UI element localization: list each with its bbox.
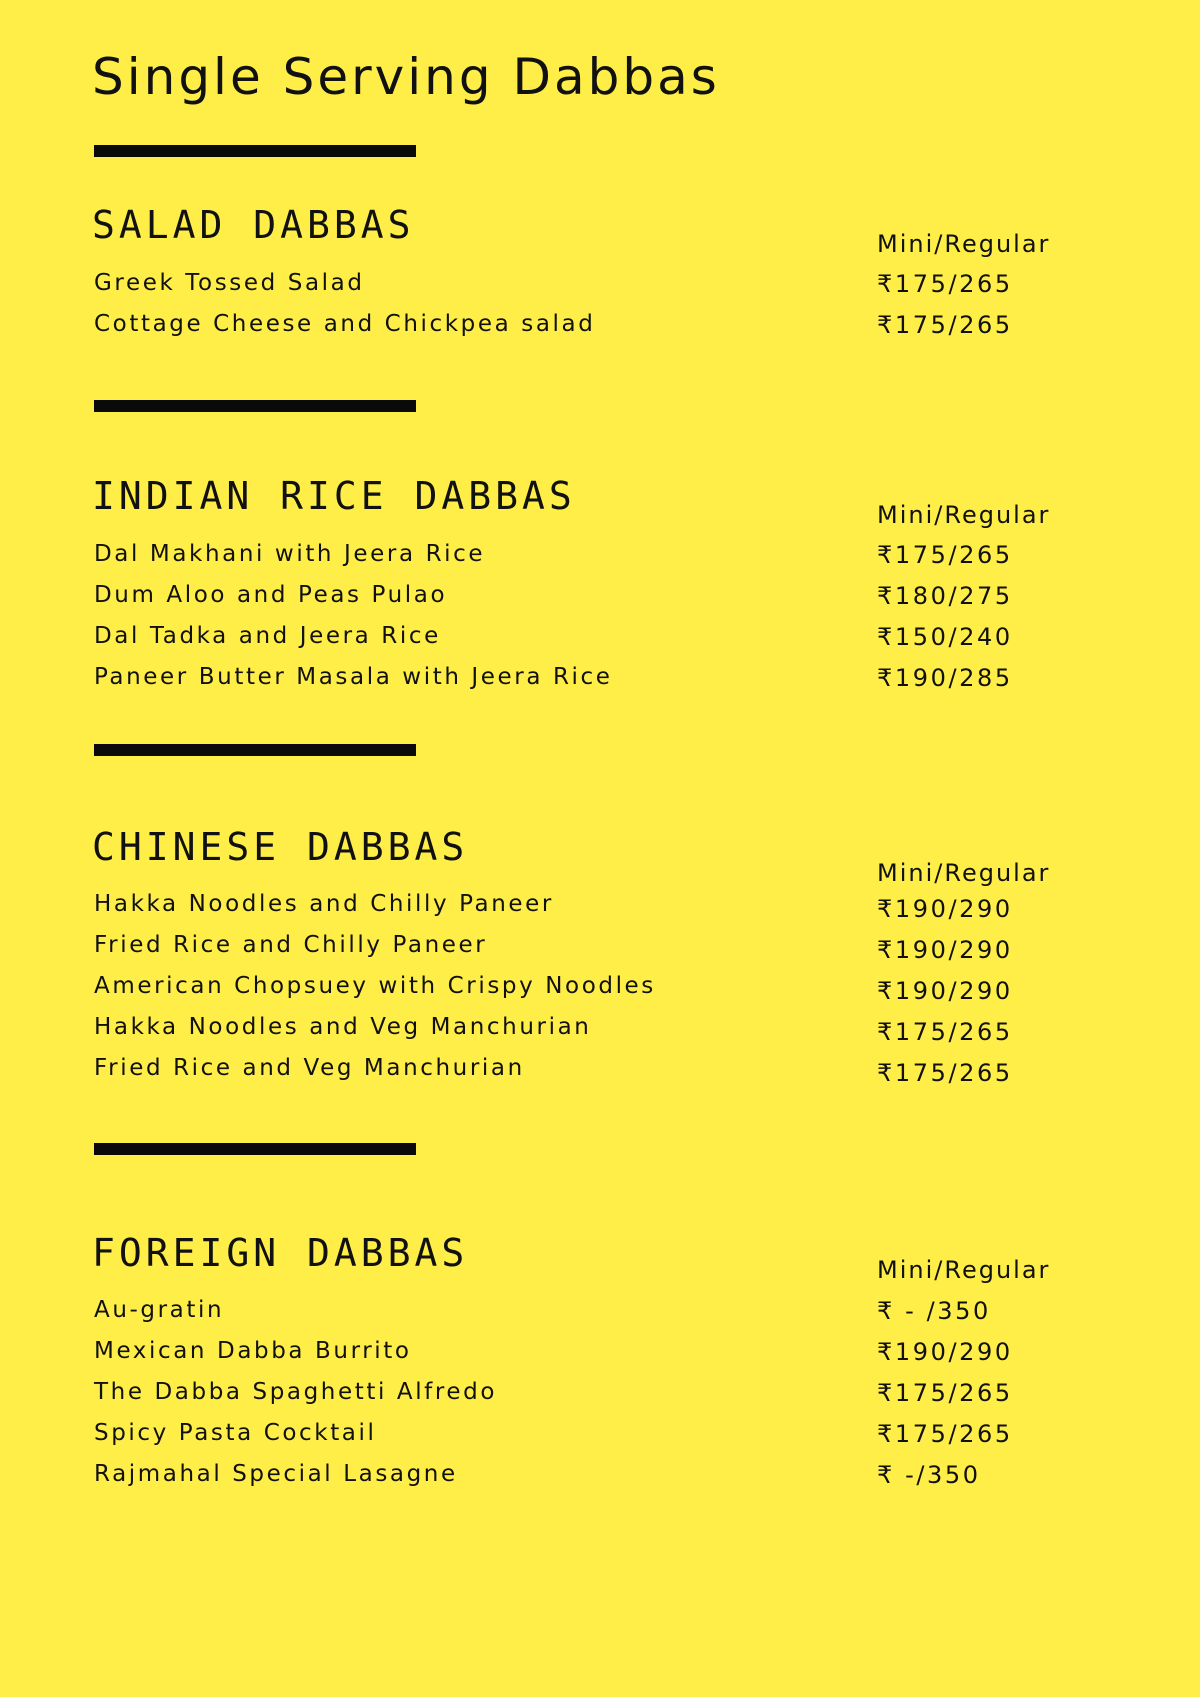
item-name: Dal Tadka and Jeera Rice [94, 623, 441, 649]
item-name: American Chopsuey with Crispy Noodles [94, 973, 656, 999]
menu-item [0, 313, 1200, 354]
item-name: Fried Rice and Chilly Paneer [94, 932, 488, 958]
menu-item [0, 893, 1200, 934]
menu-item [0, 666, 1200, 707]
menu-item [0, 1016, 1200, 1057]
menu-item [0, 975, 1200, 1016]
item-name: Paneer Butter Masala with Jeera Rice [94, 664, 613, 690]
item-price: ₹150/240 [877, 623, 1013, 651]
item-price: ₹190/290 [877, 1338, 1013, 1366]
item-price: ₹ - /350 [877, 1297, 991, 1325]
item-price: ₹190/290 [877, 936, 1013, 964]
menu-item [0, 934, 1200, 975]
item-price: ₹190/290 [877, 895, 1013, 923]
item-name: Mexican Dabba Burrito [94, 1338, 412, 1364]
item-name: Rajmahal Special Lasagne [94, 1461, 458, 1487]
item-name: Fried Rice and Veg Manchurian [94, 1055, 525, 1081]
divider [94, 1143, 416, 1155]
price-column-label: Mini/Regular [877, 230, 1051, 258]
item-name: The Dabba Spaghetti Alfredo [94, 1379, 498, 1405]
item-price: ₹ -/350 [877, 1461, 981, 1489]
item-name: Dum Aloo and Peas Pulao [94, 582, 448, 608]
section-heading: SALAD DABBAS [92, 203, 415, 247]
item-name: Hakka Noodles and Veg Manchurian [94, 1014, 592, 1040]
item-price: ₹180/275 [877, 582, 1013, 610]
divider [94, 744, 416, 756]
item-name: Hakka Noodles and Chilly Paneer [94, 891, 554, 917]
section-heading: CHINESE DABBAS [92, 825, 469, 869]
item-price: ₹175/265 [877, 1059, 1013, 1087]
menu-item [0, 1463, 1200, 1504]
divider [94, 145, 416, 157]
item-price: ₹175/265 [877, 1420, 1013, 1448]
menu-item [0, 543, 1200, 584]
price-column-label: Mini/Regular [877, 859, 1051, 887]
price-column-label: Mini/Regular [877, 1256, 1051, 1284]
item-price: ₹175/265 [877, 541, 1013, 569]
item-name: Au-gratin [94, 1297, 225, 1323]
item-price: ₹175/265 [877, 1018, 1013, 1046]
item-price: ₹190/285 [877, 664, 1013, 692]
menu-item [0, 1057, 1200, 1098]
menu-item [0, 584, 1200, 625]
menu-item [0, 272, 1200, 313]
item-price: ₹175/265 [877, 1379, 1013, 1407]
section-heading: FOREIGN DABBAS [92, 1231, 469, 1275]
item-name: Cottage Cheese and Chickpea salad [94, 311, 596, 337]
section-heading: INDIAN RICE DABBAS [92, 474, 576, 518]
page-title: Single Serving Dabbas [92, 48, 720, 106]
menu-item [0, 1381, 1200, 1422]
price-column-label: Mini/Regular [877, 501, 1051, 529]
item-name: Spicy Pasta Cocktail [94, 1420, 377, 1446]
item-price: ₹175/265 [877, 311, 1013, 339]
divider [94, 400, 416, 412]
menu-item [0, 1340, 1200, 1381]
item-price: ₹190/290 [877, 977, 1013, 1005]
menu-item [0, 625, 1200, 666]
menu-item [0, 1422, 1200, 1463]
menu-item [0, 1299, 1200, 1340]
item-price: ₹175/265 [877, 270, 1013, 298]
item-name: Greek Tossed Salad [94, 270, 365, 296]
item-name: Dal Makhani with Jeera Rice [94, 541, 486, 567]
